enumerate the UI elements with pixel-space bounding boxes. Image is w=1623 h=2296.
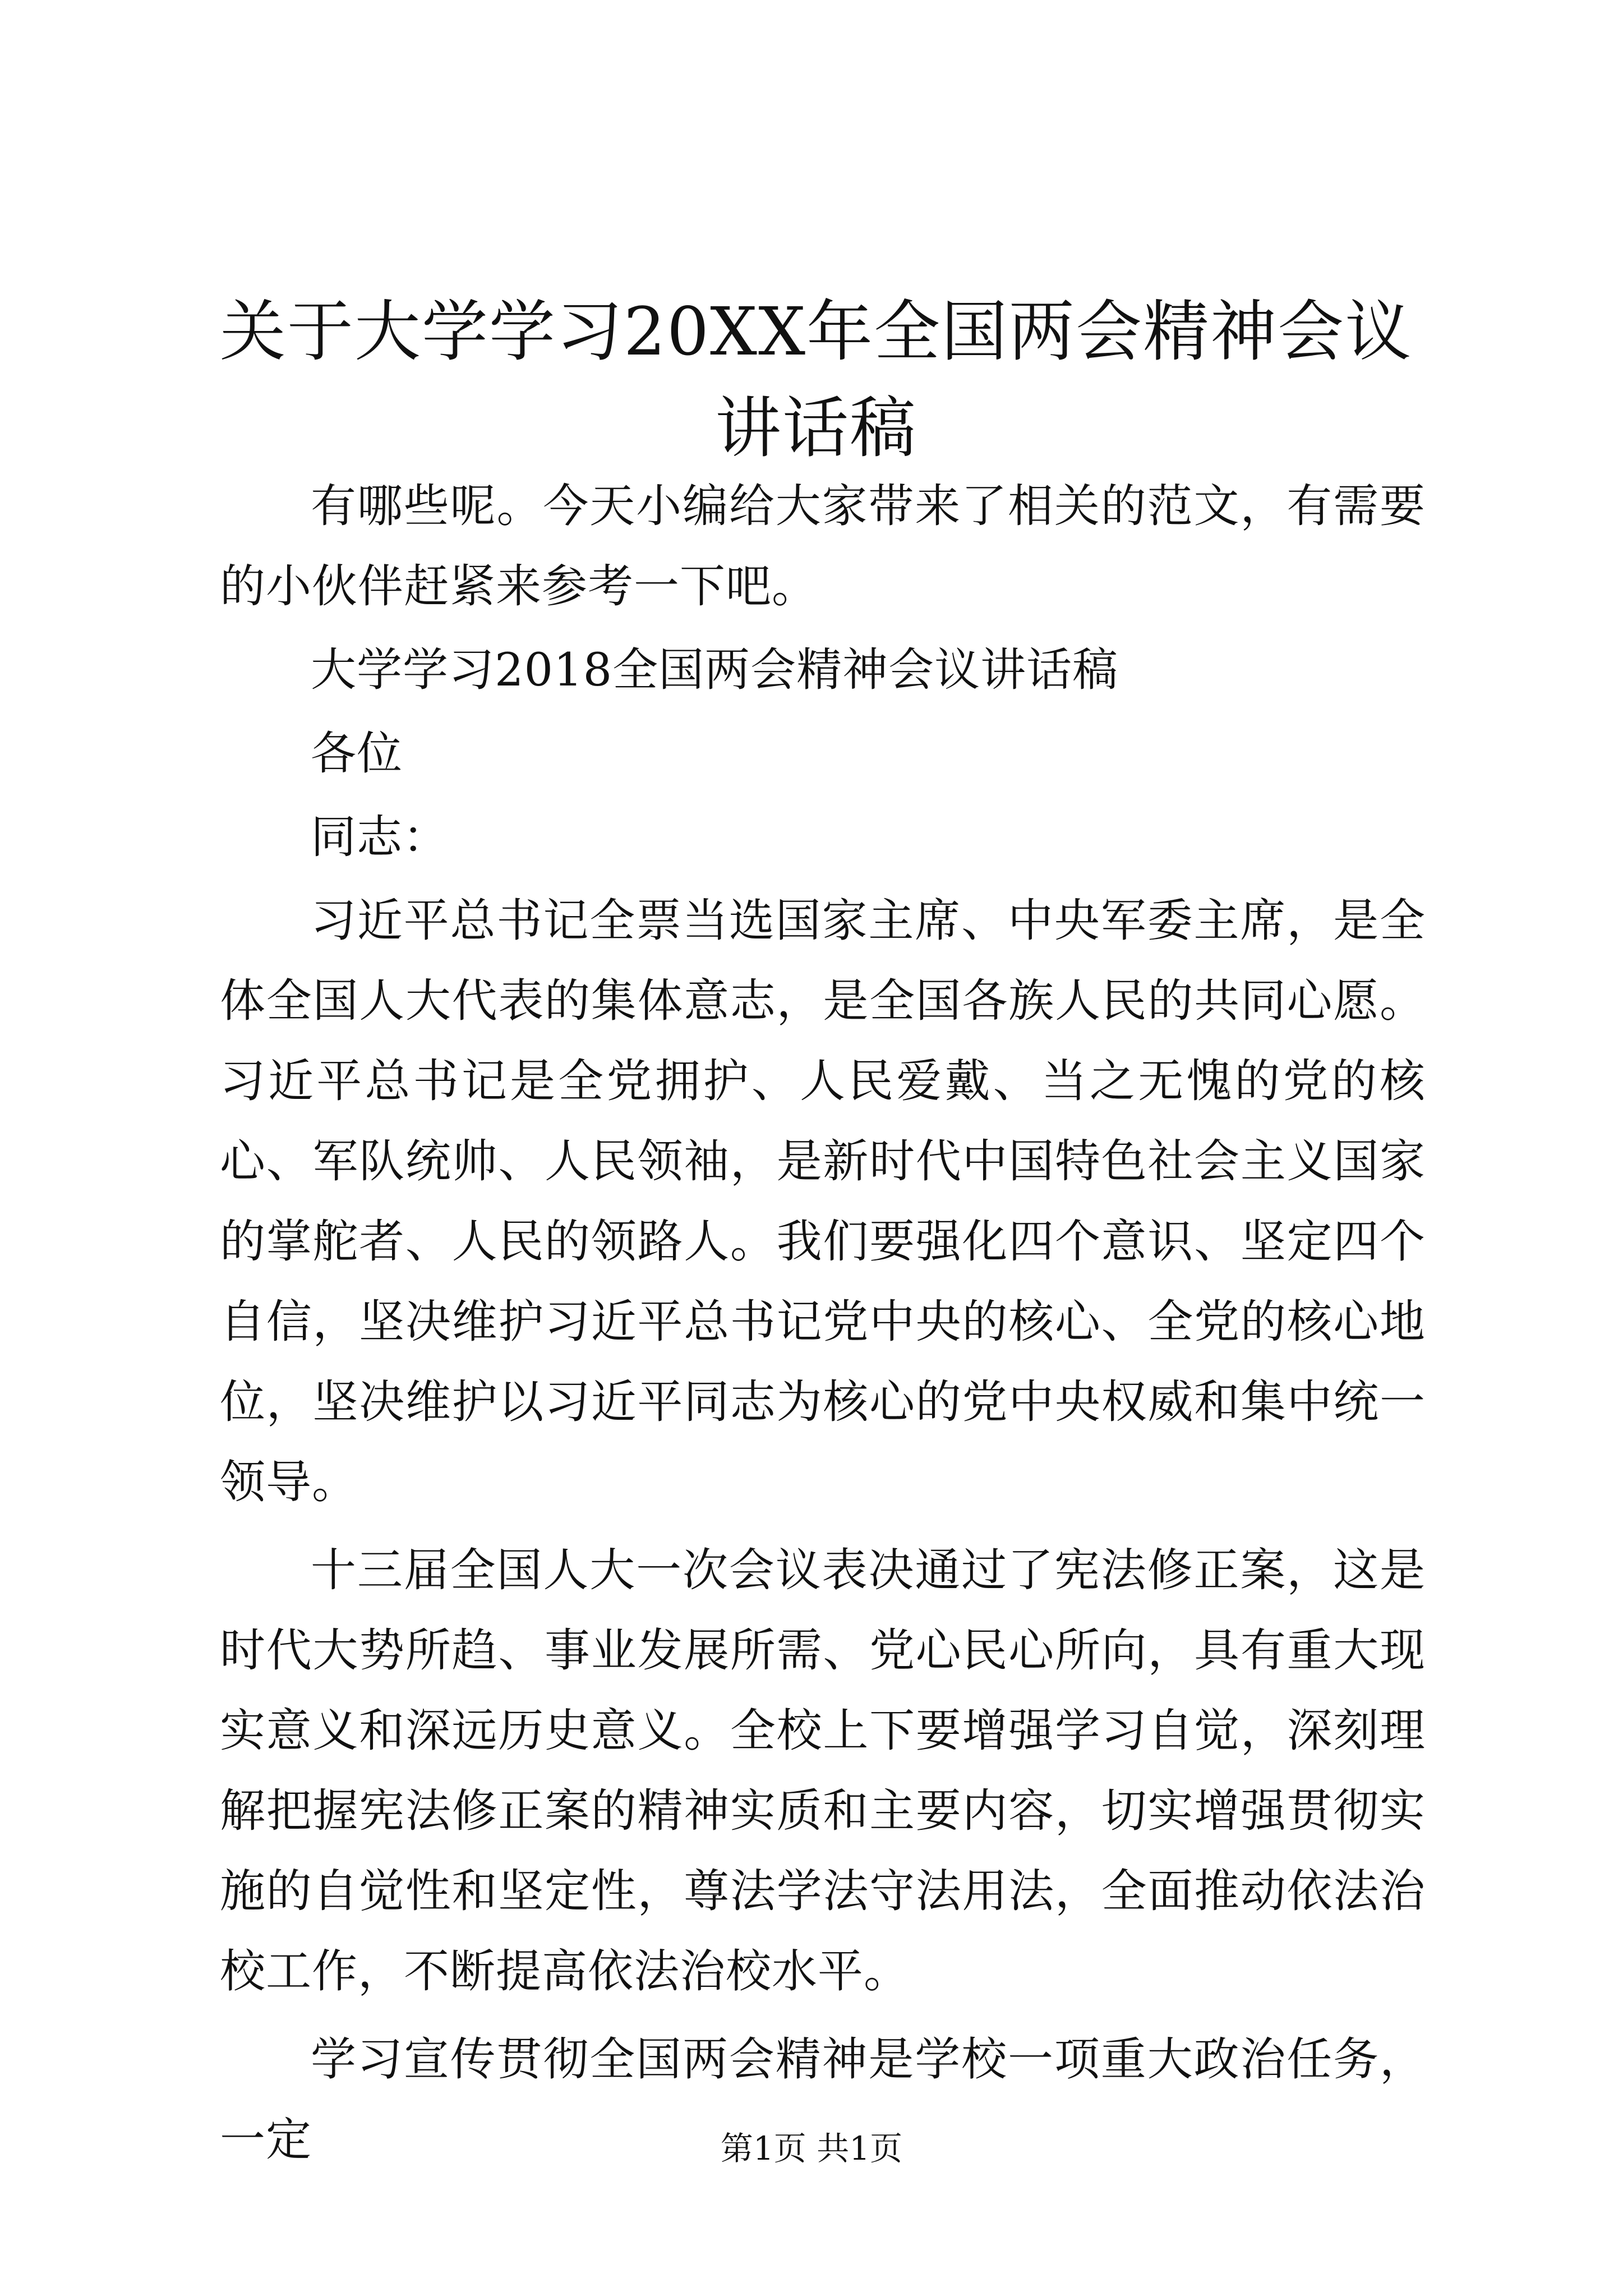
paragraph-body-2: 十三届全国人大一次会议表决通过了宪法修正案，这是时代大势所趋、事业发展所需、党心民心所向，具有重大现实意义和深远历史意义。全校上下要增强学习自觉，深刻理解把握宪法修正案的精神实质和主要内容，切实增强贯彻实施的自觉性和坚定性，尊法学法守法用法，全面推动依法治校工作，不断提高依法治校水平。 — [220, 1544, 1426, 1998]
paragraph-salutation-1: 各位 — [311, 728, 403, 780]
paragraph-salutation-2: 同志： — [311, 811, 449, 864]
page-footer: 第1页 共1页 — [720, 2129, 903, 2168]
paragraph-body-3: 学习宣传贯彻全国两会精神是学校一项重大政治任务，一定 — [220, 2033, 1426, 2166]
paragraph-subtitle: 大学学习2018全国两会精神会议讲话稿 — [311, 644, 1119, 697]
paragraph-body-1: 习近平总书记全票当选国家主席、中央军委主席，是全体全国人大代表的集体意志，是全国各族人民的共同心愿。习近平总书记是全党拥护、人民爱戴、当之无愧的党的核心、军队统帅、人民领袖，是新时代中国特色社会主义国家的掌舵者、人民的领路人。我们要强化四个意识、坚定四个自信，坚决维护习近平总书记党中央的核心、全党的核心地位，坚决维护以习近平同志为核心的党中央权威和集中统一领导。 — [220, 895, 1426, 1509]
document-title: 关于大学学习20XX年全国两会精神会议讲话稿 — [219, 293, 1413, 467]
paragraph-intro: 有哪些呢。今天小编给大家带来了相关的范文，有需要的小伙伴赶紧来参考一下吧。 — [220, 480, 1426, 613]
document-body — [220, 467, 1426, 2180]
